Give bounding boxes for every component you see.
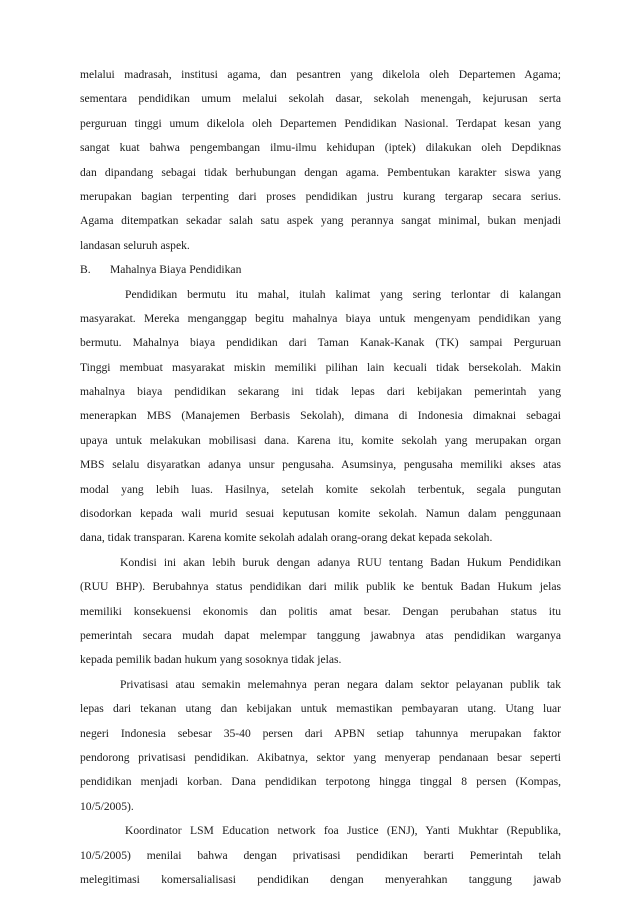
text-line: dan dipandang sebagai tidak berhubungan dengan agama. Pembentukan karakter siswa yang xyxy=(80,165,561,179)
text-line: melegitimasi komersalialisasi pendidikan dengan menyerahkan tanggung jawab xyxy=(80,872,561,886)
text-line: melalui madrasah, institusi agama, dan pesantren yang dikelola oleh Departemen Agama; xyxy=(80,68,561,81)
section-marker: B. xyxy=(80,263,91,277)
text-line: Kondisi ini akan lebih buruk dengan adanya RUU tentang Badan Hukum Pendidikan xyxy=(120,555,561,569)
text-line: 10/5/2005) menilai bahwa dengan privatisasi pendidikan berarti Pemerintah telah xyxy=(80,848,561,862)
text-line: sementara pendidikan umum melalui sekolah dasar, sekolah menengah, kejurusan serta xyxy=(80,92,561,106)
text-line: sangat kuat bahwa pengembangan ilmu-ilmu kehidupan (iptek) dilakukan oleh Depdiknas xyxy=(80,141,561,155)
text-line: disodorkan kepada wali murid sesuai keputusan komite sekolah. Namun dalam penggunaan xyxy=(80,507,561,521)
text-line: kepada pemilik badan hukum yang sosoknya tidak jelas. xyxy=(80,653,342,667)
text-line: dana, tidak transparan. Karena komite sekolah adalah orang-orang dekat kepada sekolah. xyxy=(80,531,493,545)
text-line: mahalnya biaya pendidikan sekarang ini tidak lepas dari kebijakan pemerintah yang xyxy=(80,385,561,399)
text-line: menerapkan MBS (Manajemen Berbasis Sekolah), dimana di Indonesia dimaknai sebagai xyxy=(80,409,561,423)
text-line: pendorong privatisasi pendidikan. Akibatnya, sektor yang menyerap pendanaan besar seperti xyxy=(80,750,561,764)
text-line: Pendidikan bermutu itu mahal, itulah kalimat yang sering terlontar di kalangan xyxy=(125,287,561,301)
text-line: modal yang lebih luas. Hasilnya, setelah komite sekolah terbentuk, segala pungutan xyxy=(80,482,561,496)
document-page xyxy=(80,63,561,886)
text-line: Koordinator LSM Education network foa Justice (ENJ), Yanti Mukhtar (Republika, xyxy=(125,824,561,838)
text-line: memiliki konsekuensi ekonomis dan politis amat besar. Dengan perubahan status itu xyxy=(80,604,561,618)
text-line: Agama ditempatkan sekadar salah satu aspek yang perannya sangat minimal, bukan menjadi xyxy=(80,214,561,228)
text-line: merupakan bagian terpenting dari proses pendidikan justru kurang tergarap secara serius. xyxy=(80,189,561,203)
text-line: masyarakat. Mereka menganggap begitu mahalnya biaya untuk mengenyam pendidikan yang xyxy=(80,311,561,325)
text-line: MBS selalu disyaratkan adanya unsur pengusaha. Asumsinya, pengusaha memiliki akses atas xyxy=(80,458,561,472)
text-line: (RUU BHP). Berubahnya status pendidikan dari milik publik ke bentuk Badan Hukum jelas xyxy=(80,580,561,594)
text-line: Privatisasi atau semakin melemahnya peran negara dalam sektor pelayanan publik tak xyxy=(120,677,561,691)
text-line: negeri Indonesia sebesar 35-40 persen dari APBN setiap tahunnya merupakan faktor xyxy=(80,726,561,740)
text-line: pendidikan menjadi korban. Dana pendidikan terpotong hingga tinggal 8 persen (Kompas, xyxy=(80,775,561,789)
text-line: bermutu. Mahalnya biaya pendidikan dari Taman Kanak-Kanak (TK) sampai Perguruan xyxy=(80,336,561,350)
section-title: Mahalnya Biaya Pendidikan xyxy=(110,263,242,277)
text-line: lepas dari tekanan utang dan kebijakan untuk memastikan pembayaran utang. Utang luar xyxy=(80,702,561,716)
text-line: Tinggi membuat masyarakat miskin memiliki pilihan lain kecuali tidak bersekolah. Makin xyxy=(80,360,561,374)
text-line: upaya untuk melakukan mobilisasi dana. Karena itu, komite sekolah yang merupakan organ xyxy=(80,433,561,447)
text-line: pemerintah secara mudah dapat melempar tanggung jawabnya atas pendidikan warganya xyxy=(80,628,561,642)
text-line: perguruan tinggi umum dikelola oleh Departemen Pendidikan Nasional. Terdapat kesan yang xyxy=(80,116,561,130)
section-heading xyxy=(80,258,561,282)
text-line: landasan seluruh aspek. xyxy=(80,238,190,252)
text-line: 10/5/2005). xyxy=(80,799,134,813)
